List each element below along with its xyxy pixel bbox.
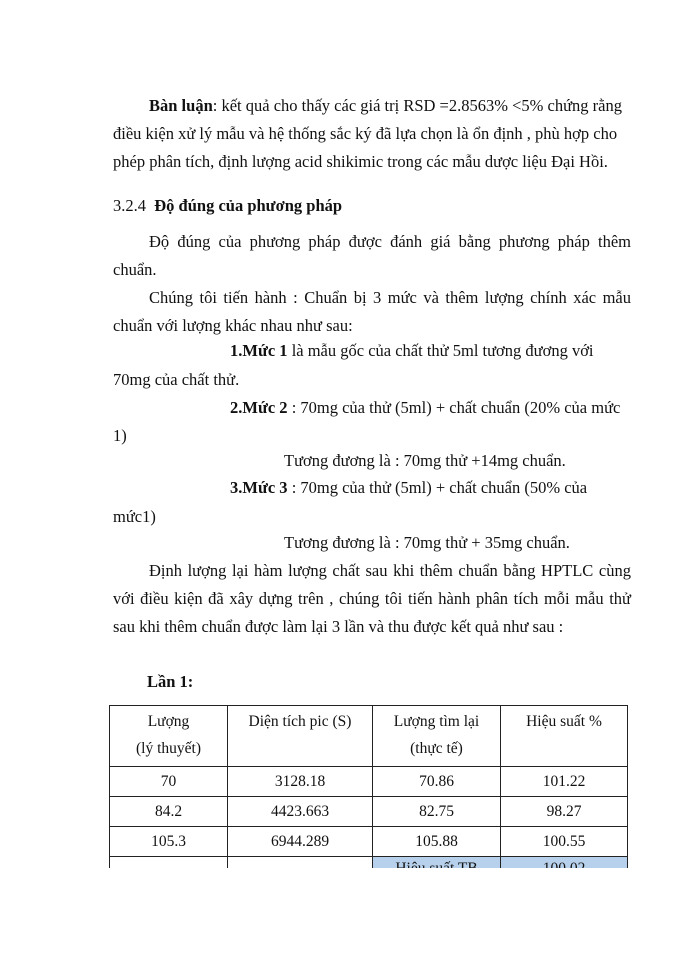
- header-peak-area: Diện tích pic (S): [228, 706, 373, 767]
- section-number: 3.2.4: [113, 196, 146, 215]
- para3-line-3: sau khi thêm chuẩn được làm lại 3 lần và thu được kết quả như sau :: [113, 617, 564, 636]
- section-title: Độ đúng của phương pháp: [154, 196, 343, 215]
- table-cell: 101.22: [501, 767, 628, 797]
- table-cell: 4423.663: [228, 797, 373, 827]
- para3-line-2: với điều kiện đã xây dựng trên , chúng tôi tiến hành phân tích mỗi mẫu thử: [113, 589, 631, 608]
- level-3-equivalent: Tương đương là : 70mg thử + 35mg chuẩn.: [284, 533, 570, 552]
- table-row: [110, 767, 628, 797]
- table-cell: 82.75: [373, 797, 501, 827]
- para1-line-1: Độ đúng của phương pháp được đánh giá bằng phương pháp thêm: [149, 232, 631, 251]
- level-2-equivalent: Tương đương là : 70mg thử +14mg chuẩn.: [284, 451, 566, 470]
- table-cell: 98.27: [501, 797, 628, 827]
- level-1-line-2: 70mg của chất thử.: [113, 370, 240, 389]
- page-bottom-margin: [0, 868, 700, 960]
- level-2-text: : 70mg của thử (5ml) + chất chuẩn (20% của mức: [287, 398, 621, 417]
- table-cell: 100.55: [501, 827, 628, 857]
- level-3-line-1: [230, 474, 587, 502]
- para2-line-1: Chúng tôi tiến hành : Chuẩn bị 3 mức và thêm lượng chính xác mẫu: [149, 288, 631, 307]
- table-header-row: [110, 706, 628, 767]
- level-3-text: : 70mg của thử (5ml) + chất chuẩn (50% của: [287, 478, 588, 497]
- table-row: [110, 797, 628, 827]
- table-cell: 105.3: [110, 827, 228, 857]
- level-2-line-2: 1): [113, 426, 127, 445]
- table-cell: 3128.18: [228, 767, 373, 797]
- discussion-line-2: điều kiện xử lý mẫu và hệ thống sắc ký đã lựa chọn là ổn định , phù hợp cho: [113, 124, 618, 143]
- level-2-line-1: [230, 394, 620, 422]
- para2-line-2: chuẩn với lượng khác nhau như sau:: [113, 316, 353, 335]
- section-heading: [113, 192, 342, 220]
- table-cell: 70.86: [373, 767, 501, 797]
- discussion-line-3: phép phân tích, định lượng acid shikimic trong các mẫu dược liệu Đại Hồi.: [113, 152, 608, 171]
- para3-line-1: Định lượng lại hàm lượng chất sau khi thêm chuẩn bằng HPTLC cùng: [149, 561, 631, 580]
- run-label-text: Lần 1:: [147, 672, 194, 691]
- discussion-text-1: : kết quả cho thấy các giá trị RSD =2.8563% <5% chứng rằng: [212, 96, 622, 115]
- header-theoretical-amount: Lượng (lý thuyết): [110, 706, 228, 767]
- level-2-label: 2.Mức 2: [230, 398, 288, 417]
- level-1-line-1: [230, 337, 631, 365]
- table-row: [110, 827, 628, 857]
- level-3-label: 3.Mức 3: [230, 478, 288, 497]
- para1-line-2: chuẩn.: [113, 260, 157, 279]
- table-cell: 105.88: [373, 827, 501, 857]
- level-1-text: là mẫu gốc của chất thử 5ml tương đương với: [287, 341, 594, 360]
- discussion-line-1: [149, 92, 622, 120]
- table-cell: 6944.289: [228, 827, 373, 857]
- header-recovery-percent: Hiệu suất %: [501, 706, 628, 767]
- table-cell: 84.2: [110, 797, 228, 827]
- table-cell: 70: [110, 767, 228, 797]
- level-1-label: 1.Mức 1: [230, 341, 288, 360]
- run-label: [147, 668, 193, 696]
- header-recovered-amount: Lượng tìm lại (thực tế): [373, 706, 501, 767]
- discussion-label: Bàn luận: [149, 96, 213, 115]
- level-3-line-2: mức1): [113, 507, 156, 526]
- results-table: [109, 705, 628, 882]
